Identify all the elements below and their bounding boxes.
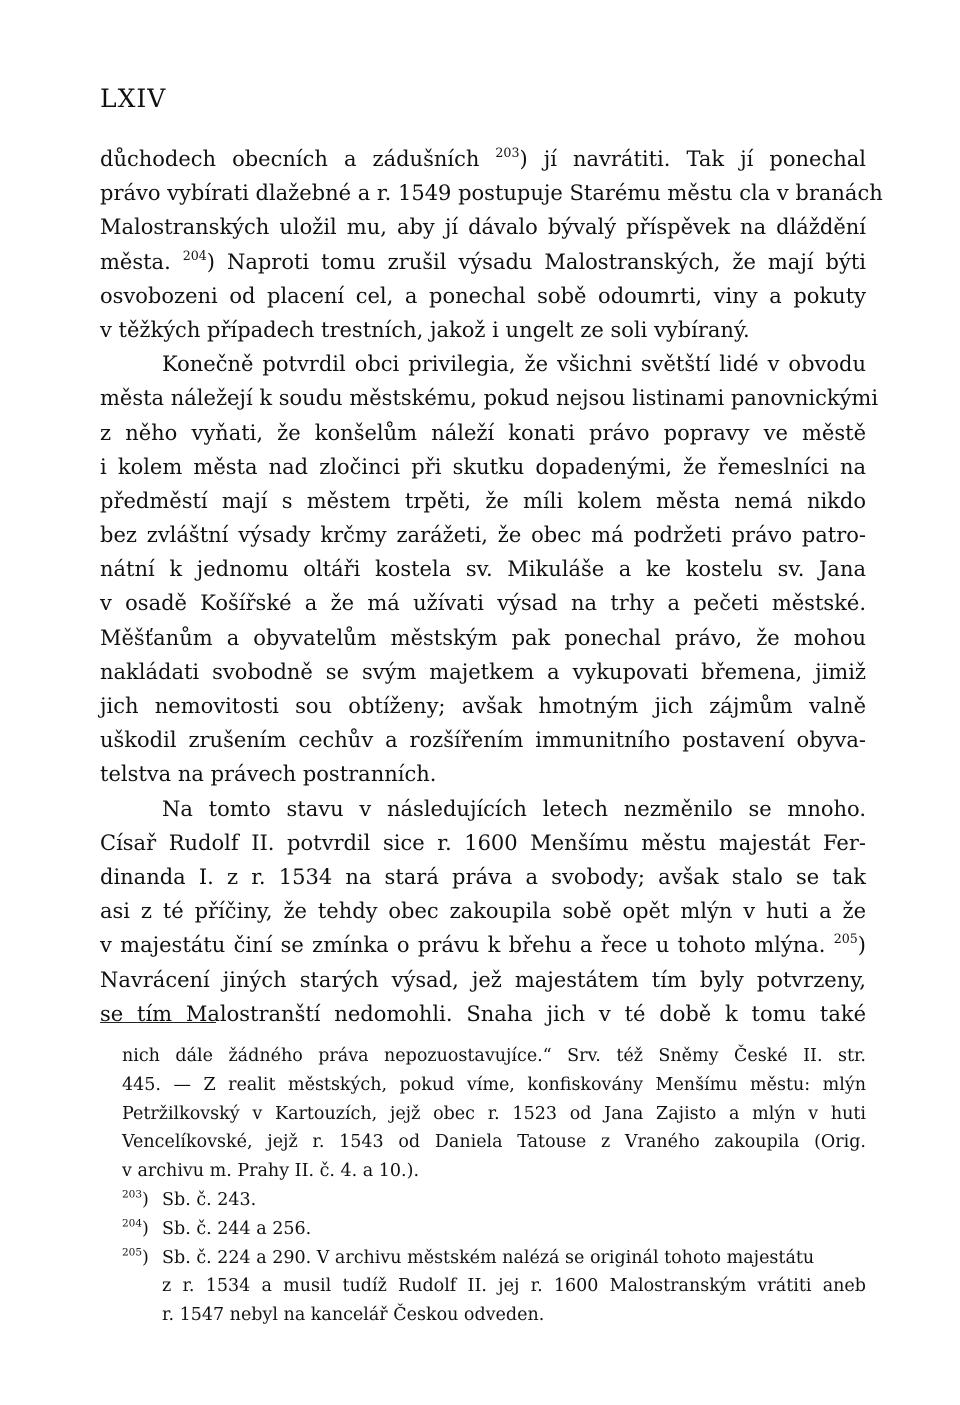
footnote-text: Sb. č. 224 a 290. V archivu městském nalézá se originál tohoto majestátu <box>162 1247 815 1268</box>
text-line: Navrácení jiných starých výsad, jež majestátem tím byly potvrzeny, <box>100 967 866 992</box>
footnote-text: Sb. č. 243. <box>162 1189 257 1210</box>
main-text <box>100 142 883 1031</box>
text-line: osvobozeni od placení cel, a ponechal sobě odoumrti, viny a pokuty <box>100 283 866 308</box>
footnote-line: Petržilkovský v Kartouzích, jejž obec r. 1523 od Jana Zajisto a mlýn v huti <box>122 1103 866 1124</box>
footnote-line: z r. 1534 a musil tudíž Rudolf II. jej r. 1600 Malostranským vrátiti aneb <box>162 1276 866 1297</box>
text-line: Císař Rudolf II. potvrdil sice r. 1600 Menšímu městu majestát Fer- <box>100 830 866 855</box>
line-text: ) <box>857 933 866 958</box>
text-line: Na tomto stavu v následujících letech nezměnilo se mnoho. <box>162 796 866 821</box>
text-line: předměstí mají s městem trpěti, že míli kolem města nemá nikdo <box>100 488 866 513</box>
text-line: telstva na právech postranních. <box>100 762 437 787</box>
footnotes <box>122 1042 866 1330</box>
text-line: uškodil zrušením cechův a rozšířením immunitního postavení obyva- <box>100 728 866 753</box>
text-line: v těžkých případech trestních, jakož i ungelt ze soli vybíraný. <box>100 317 750 342</box>
text-line: nátní k jednomu oltáři kostela sv. Mikuláše a ke kostelu sv. Jana <box>100 557 866 582</box>
text-line <box>100 928 866 962</box>
text-line <box>100 142 866 176</box>
footnote-line: v archivu m. Prahy II. č. 4. a 10.). <box>122 1161 420 1182</box>
footnote-mark: 205 <box>122 1246 143 1259</box>
text-line: nakládati svobodně se svým majetkem a vykupovati břemena, jimiž <box>100 659 866 684</box>
footnote-line: 445. — Z realit městských, pokud víme, konfiskovány Menšímu městu: mlýn <box>122 1074 866 1095</box>
line-text: ) jí navrátiti. Tak jí ponechal <box>519 147 866 171</box>
text-line: města náležejí k soudu městskému, pokud nejsou listinami panovnickými <box>100 386 879 411</box>
footnote-ref[interactable]: 204 <box>182 247 207 263</box>
text-line: z něho vyňati, že konšelům náleží konati právo popravy ve městě <box>100 420 866 445</box>
text-line: jich nemovitosti sou obtíženy; avšak hmotným jich zájmům valně <box>100 694 866 718</box>
text-line: Konečně potvrdil obci privilegia, že všichni světští lidé v obvodu <box>162 352 866 377</box>
line-text: v majestátu činí se zmínka o právu k břehu a řece u tohoto mlýna. <box>100 933 834 958</box>
footnote-line: r. 1547 nebyl na kancelář Českou odveden. <box>162 1305 545 1326</box>
text-line: i kolem města nad zločinci při skutku dopadenými, že řemeslníci na <box>100 454 866 479</box>
line-text: města. <box>100 249 183 274</box>
footnote-mark: 204 <box>122 1217 143 1230</box>
text-line: bez zvláštní výsady krčmy zarážeti, že obec má podržeti právo patro- <box>100 523 866 548</box>
line-text: důchodech obecních a zádušních <box>100 147 496 171</box>
footnote-ref[interactable]: 205 <box>833 931 858 947</box>
page-number: LXIV <box>100 84 167 113</box>
footnote-203: $^{203}$) Sb. č. 243. <box>122 1188 257 1210</box>
text-line <box>100 245 866 279</box>
text-line: v osadě Košířské a že má užívati výsad na trhy a pečeti městské. <box>100 591 866 616</box>
footnote-line: Vencelíkovské, jejž r. 1543 od Daniela Tatouse z Vraného zakoupila (Orig. <box>122 1132 866 1153</box>
footnote-text: Sb. č. 244 a 256. <box>162 1218 312 1239</box>
line-text: ) Naproti tomu zrušil výsadu Malostranských, že mají býti <box>206 249 866 274</box>
text-line: právo vybírati dlažebné a r. 1549 postupuje Starému městu cla v branách <box>100 181 883 206</box>
footnote-ref[interactable]: 203 <box>495 145 520 161</box>
footnote-divider <box>100 1022 216 1023</box>
footnote-204: $^{204}$) Sb. č. 244 a 256. <box>122 1217 312 1239</box>
footnote-205: $^{205}$) Sb. č. 224 a 290. V archivu městském nalézá se originál tohoto majestátu <box>122 1246 815 1268</box>
footnote-line: nich dále žádného práva nepozuostavujíce.“ Srv. též Sněmy České II. str. <box>122 1046 866 1066</box>
text-line: dinanda I. z r. 1534 na stará práva a svobody; avšak stalo se tak <box>100 864 866 889</box>
text-line: asi z té příčiny, že tehdy obec zakoupila sobě opět mlýn v huti a že <box>100 899 866 924</box>
footnote-mark: 203 <box>122 1188 143 1201</box>
text-line: Měšťanům a obyvatelům městským pak ponechal právo, že mohou <box>100 625 866 650</box>
text-line: Malostranských uložil mu, aby jí dávalo bývalý příspěvek na dláždění <box>100 215 866 240</box>
text-line: se tím Malostranští nedomohli. Snaha jich v té době k tomu také <box>100 1001 866 1026</box>
